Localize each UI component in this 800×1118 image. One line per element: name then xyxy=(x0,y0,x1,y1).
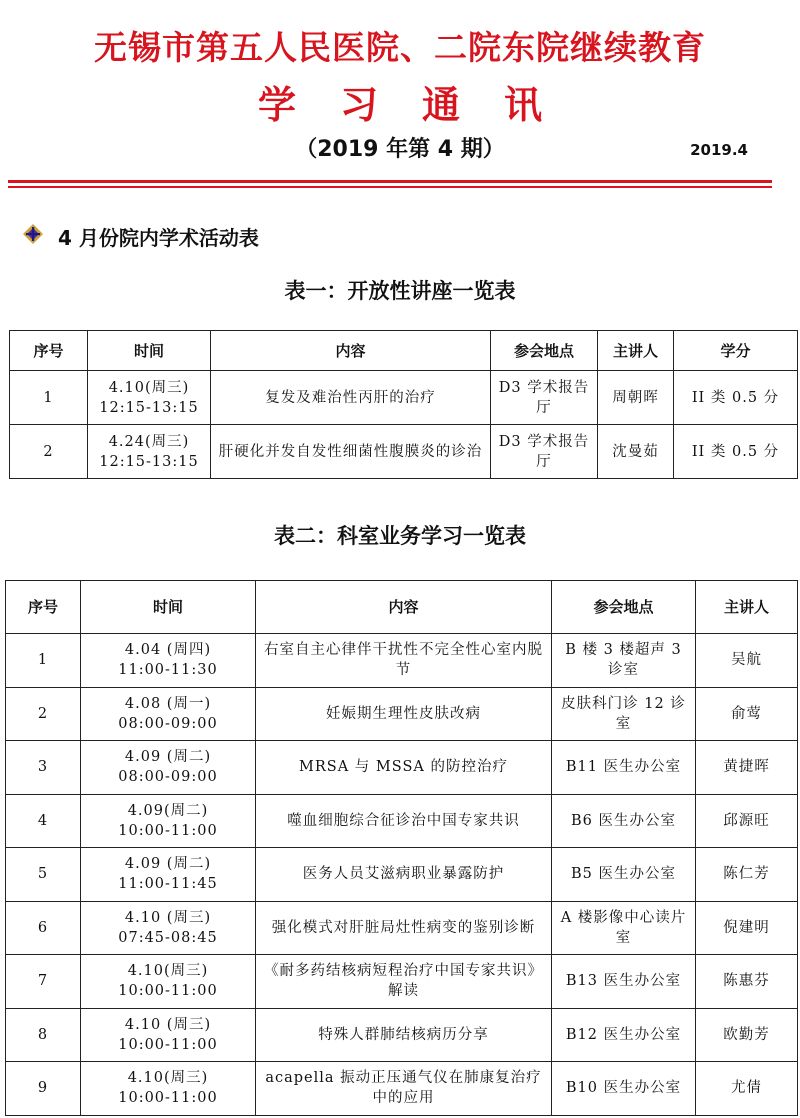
table2-cell: A 楼影像中心读片室 xyxy=(552,901,696,955)
table1-cell: 复发及难治性丙肝的治疗 xyxy=(211,371,491,425)
table2-cell: 黄捷晖 xyxy=(696,741,798,795)
table2-cell: B10 医生办公室 xyxy=(552,1062,696,1116)
table2-row xyxy=(6,901,798,955)
table2-row xyxy=(6,741,798,795)
table2-row xyxy=(6,687,798,741)
table1-row xyxy=(10,425,798,479)
diamond-bullet-icon xyxy=(22,223,44,245)
table2-cell: 4.10 (周三) 10:00-11:00 xyxy=(81,1008,256,1062)
table2-cell: B11 医生办公室 xyxy=(552,741,696,795)
table2-row xyxy=(6,634,798,688)
table1-cell: D3 学术报告厅 xyxy=(491,371,598,425)
table2-cell: 3 xyxy=(6,741,81,795)
table2-cell: 2 xyxy=(6,687,81,741)
table2-cell: MRSA 与 MSSA 的防控治疗 xyxy=(256,741,552,795)
department-study-table xyxy=(5,580,798,1116)
table2-cell: 7 xyxy=(6,955,81,1009)
table1-cell: 2 xyxy=(10,425,88,479)
table2-header-cell: 主讲人 xyxy=(696,581,798,634)
table2-cell: 1 xyxy=(6,634,81,688)
table2-cell: 4.10 (周三) 07:45-08:45 xyxy=(81,901,256,955)
table2-cell: B12 医生办公室 xyxy=(552,1008,696,1062)
table2-row xyxy=(6,794,798,848)
table2-cell: 陈仁芳 xyxy=(696,848,798,902)
table1-caption: 表一：开放性讲座一览表 xyxy=(284,279,516,303)
table2-cell: 4.04 (周四) 11:00-11:30 xyxy=(81,634,256,688)
table2-cell: 《耐多药结核病短程治疗中国专家共识》解读 xyxy=(256,955,552,1009)
newsletter-title-line2: 学习通讯 xyxy=(257,83,586,127)
table2-caption: 表二：科室业务学习一览表 xyxy=(274,524,526,548)
table1-cell: 4.24(周三) 12:15-13:15 xyxy=(88,425,211,479)
newsletter-title-line1: 无锡市第五人民医院、二院东院继续教育 xyxy=(94,28,706,67)
table2-cell: 医务人员艾滋病职业暴露防护 xyxy=(256,848,552,902)
table2-cell: 4.09(周二) 10:00-11:00 xyxy=(81,794,256,848)
table2-cell: 妊娠期生理性皮肤改病 xyxy=(256,687,552,741)
table1-header-cell: 主讲人 xyxy=(598,331,674,371)
table1-cell: 周朝晖 xyxy=(598,371,674,425)
table1-cell: II 类 0.5 分 xyxy=(674,371,798,425)
table1-cell: II 类 0.5 分 xyxy=(674,425,798,479)
section-title: 4 月份院内学术活动表 xyxy=(58,226,259,250)
issue-number: （2019 年第 4 期） xyxy=(295,137,505,162)
table2-row xyxy=(6,1062,798,1116)
table1-header-cell: 内容 xyxy=(211,331,491,371)
table2-header-cell: 参会地点 xyxy=(552,581,696,634)
table2-cell: 4.10(周三) 10:00-11:00 xyxy=(81,1062,256,1116)
table2-cell: B 楼 3 楼超声 3 诊室 xyxy=(552,634,696,688)
table2-cell: B13 医生办公室 xyxy=(552,955,696,1009)
table2-row xyxy=(6,955,798,1009)
table2-cell: B6 医生办公室 xyxy=(552,794,696,848)
lecture-table xyxy=(9,330,798,479)
table2-cell: 欧勤芳 xyxy=(696,1008,798,1062)
table2-header-cell: 时间 xyxy=(81,581,256,634)
table1-row xyxy=(10,371,798,425)
issue-date: 2019.4 xyxy=(690,141,748,159)
table2-cell: 特殊人群肺结核病历分享 xyxy=(256,1008,552,1062)
table1-header-cell: 参会地点 xyxy=(491,331,598,371)
table2-row xyxy=(6,848,798,902)
table2-cell: 4 xyxy=(6,794,81,848)
table2-cell: 6 xyxy=(6,901,81,955)
table2-cell: 右室自主心律伴干扰性不完全性心室内脱节 xyxy=(256,634,552,688)
table2-cell: acapella 振动正压通气仪在肺康复治疗中的应用 xyxy=(256,1062,552,1116)
table1-cell: 1 xyxy=(10,371,88,425)
table2-cell: 4.09 (周二) 08:00-09:00 xyxy=(81,741,256,795)
header-divider-thin xyxy=(8,186,772,188)
table2-cell: 强化模式对肝脏局灶性病变的鉴别诊断 xyxy=(256,901,552,955)
table2-cell: 倪建明 xyxy=(696,901,798,955)
table2-cell: 皮肤科门诊 12 诊室 xyxy=(552,687,696,741)
table2-cell: 吴航 xyxy=(696,634,798,688)
table2-cell: 8 xyxy=(6,1008,81,1062)
table1-cell: D3 学术报告厅 xyxy=(491,425,598,479)
header-divider-thick xyxy=(8,180,772,183)
table2-cell: B5 医生办公室 xyxy=(552,848,696,902)
table2-cell: 4.09 (周二) 11:00-11:45 xyxy=(81,848,256,902)
table1-header-cell: 学分 xyxy=(674,331,798,371)
table1-cell: 肝硬化并发自发性细菌性腹膜炎的诊治 xyxy=(211,425,491,479)
table2-cell: 噬血细胞综合征诊治中国专家共识 xyxy=(256,794,552,848)
table1-header-cell: 序号 xyxy=(10,331,88,371)
table2-cell: 5 xyxy=(6,848,81,902)
table1-cell: 4.10(周三) 12:15-13:15 xyxy=(88,371,211,425)
table2-cell: 4.10(周三) 10:00-11:00 xyxy=(81,955,256,1009)
table2-header-cell: 内容 xyxy=(256,581,552,634)
table1-cell: 沈曼茹 xyxy=(598,425,674,479)
table2-header-cell: 序号 xyxy=(6,581,81,634)
table2-cell: 邱源旺 xyxy=(696,794,798,848)
table2-cell: 尤倩 xyxy=(696,1062,798,1116)
table2-cell: 9 xyxy=(6,1062,81,1116)
table2-cell: 4.08 (周一) 08:00-09:00 xyxy=(81,687,256,741)
table2-cell: 陈惠芬 xyxy=(696,955,798,1009)
table1-header-cell: 时间 xyxy=(88,331,211,371)
table2-cell: 俞莺 xyxy=(696,687,798,741)
table2-row xyxy=(6,1008,798,1062)
